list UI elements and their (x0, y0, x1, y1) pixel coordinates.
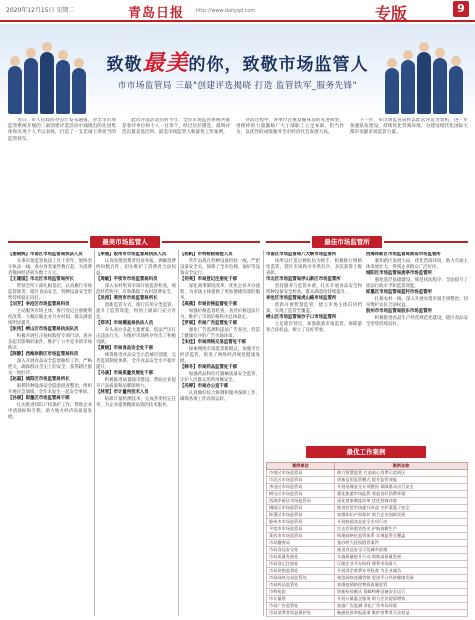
column-divider (178, 250, 179, 616)
entry-paragraph: 加强价格监督检查，查处价格违法行为，维护了市场价格秩序总体稳定。 (180, 308, 260, 320)
intro-column-2 (122, 118, 230, 232)
case-title-cell: 深化商事制度改革 优化营商环境 (335, 498, 468, 505)
entry-heading: 【姜晓辉】市南区市场监管局执法人员 (8, 252, 83, 257)
table-row (267, 484, 468, 491)
entry-heading: 崂山区市场监管局沙子口市场监管所 (266, 315, 337, 320)
people-column-3 (180, 252, 260, 614)
entry-heading: 市北区市场监管局浮山新区市场监管所 (266, 277, 341, 282)
table-row (267, 561, 468, 568)
entry-heading: 【周敏】平度市市场监管局科员 (96, 277, 158, 282)
case-title-cell: 推进农贸市场提升改造 守护菜篮子安全 (335, 505, 468, 512)
entry-paragraph: 统筹推进食品安全示范城市创建，完善监管制度体系，全市食品安全水平稳步提升。 (96, 352, 176, 370)
case-title-cell: 压缩企业开办时间 便利市场准入 (335, 561, 468, 568)
entry-heading: 【何亮】市局登记注册处干部 (180, 277, 238, 282)
case-title-cell: 强化旅游市场监管 营造良好消费环境 (335, 491, 468, 498)
table-row (267, 547, 468, 554)
masthead (0, 0, 475, 22)
entry-paragraph: 认真做好综合协调和服务保障工作，确保各项工作高效运转。 (180, 390, 260, 402)
entry-paragraph: 立足辖区特点，加强旅游市场监管，保障游客合法权益，树立了良好形象。 (266, 321, 362, 333)
section-rule (384, 241, 468, 243)
case-title-cell: 推进食品安全示范城市创建 (335, 547, 468, 554)
entry-paragraph: 该所以打造过硬队伍为抓手，积极推行网格化监管，辖区市场秩序井然有序，多次获得上级表彰。 (266, 258, 362, 276)
entry-paragraph: 积极推进食品生产经营规范化建设，辖区食品安全形势持续向好。 (366, 315, 468, 327)
table-row (267, 512, 468, 519)
intro-column-3 (236, 118, 344, 232)
section-header-people: 最美市场监管人 (90, 236, 160, 248)
cases-table-body (267, 470, 468, 617)
cases-header-row (267, 463, 468, 470)
case-unit-cell: 市计量所 (267, 596, 335, 603)
entry-heading: 【陈静】西海岸新区市场监管局科员 (8, 352, 79, 357)
entry-heading: 【王建国】市北区市场监管局所长 (8, 277, 74, 282)
entry-heading: 【林雪】市计量所技术人员 (96, 390, 149, 395)
entry-paragraph: 狠抓特种设备安全隐患排查整治，组织开展应急演练，全年未发生一起安全事故。 (8, 383, 92, 395)
entry-paragraph: 深入开展食品安全监督抽检工作，严格把关，确保群众舌尖上的安全，获得辖区群众一致好评。 (8, 358, 92, 376)
entry-paragraph: 坚持服务与监管并重，扎实开展食品安全和特种设备安全检查，群众满意度持续提升。 (266, 283, 362, 295)
case-title-cell: 推行智慧监管 打造放心消费示范街区 (335, 470, 468, 477)
case-title-cell: 加强疫情防控物资质量监管 (335, 582, 468, 589)
case-title-cell: 构建网格化监管体系 实现监管全覆盖 (335, 533, 468, 540)
entry-heading: 【黄晓】市局食品安全处干部 (96, 346, 154, 351)
entry-paragraph: 常年奋战在特种设备检验一线，严把设备安全关，保障了全市电梯、锅炉等设备安全运行。 (180, 258, 260, 276)
intro-paragraph: 此次评选活动历时半年，全市市场监管系统共推荐参评单位和个人一百余个，经过层层遴选，最终评选出最美基层所、最美市场监管人和最优工作案例。 (122, 118, 230, 136)
people-column-1 (8, 252, 92, 614)
cases-column-header: 案例名称 (335, 463, 468, 470)
entry-paragraph: 从事市场监管执法工作十余年，始终坚守执法一线，查办各类案件数百起，为消费者挽回经济损失数十万元。 (8, 258, 92, 276)
entry-paragraph: 扎实推进知识产权保护工作，帮助企业申请商标和专利，助力地方经济高质量发展。 (8, 402, 92, 420)
entry-heading: 【冯婷】市局办公室干部 (180, 384, 229, 389)
subheadline: 市市场监管局 三最"创建评选揭晓 打造 监管铁军_服务先锋" (117, 81, 358, 91)
case-unit-cell: 平度市市场监管局 (267, 526, 335, 533)
entry-heading: 【刘芳】李沧区市场监管局科员 (8, 302, 70, 307)
case-unit-cell: 市局登记注册处 (267, 561, 335, 568)
cases-table (266, 462, 468, 617)
case-unit-cell: 城阳区市场监管局 (267, 505, 335, 512)
entry-paragraph: 强化广告监测和违法广告查处，营造了健康有序的广告市场环境。 (180, 327, 260, 339)
stations-column-2 (366, 252, 468, 444)
entry-paragraph: 积极推进质量强市建设，帮助企业提升产品质量和品牌影响力。 (96, 377, 176, 389)
case-unit-cell: 市北区市场监管局 (267, 477, 335, 484)
case-unit-cell: 李沧区市场监管局 (267, 484, 335, 491)
entry-paragraph: 深入农村集贸市场开展监督检查，规范经营秩序，有效保障了农村消费安全。 (96, 283, 176, 295)
table-row (267, 589, 468, 596)
intro-paragraph: 评选过程中，各单位注重发掘身边的先进典型，用榜样的力量激励广大干部职工立足本职、担当作为，以优异的成绩服务全市经济社会发展大局。 (236, 118, 344, 136)
case-unit-cell: 市局价格监督处 (267, 568, 335, 575)
case-unit-cell: 市局稽查局 (267, 540, 335, 547)
intro-paragraph: 近日，市人民政府办公厅发布通报，对全市市场监管系统开展的三最创建评选活动中涌现出的先进集体和先进个人予以表扬，打造了一支忠诚干净担当的监管铁军。 (8, 118, 116, 142)
table-row (267, 491, 468, 498)
section-rule (162, 241, 260, 243)
table-row (267, 533, 468, 540)
entry-heading: 【杨帆】市特检院检验人员 (180, 252, 233, 257)
stations-column-1 (266, 252, 362, 444)
entry-heading: 【张伟】崂山区市场监管局执法队员 (8, 327, 79, 332)
best-cases-box (266, 446, 468, 614)
entry-heading: 城阳区市场监管局流亭市场监管所 (366, 271, 432, 276)
entry-heading: 【吴涛】莱西市市场监管局所长 (96, 296, 158, 301)
entry-paragraph: 扎根农村一线，深入开展农资市场专项整治，切实维护农民合法权益。 (366, 296, 468, 308)
case-title-cell: 加强知识产权保护 助力企业创新发展 (335, 512, 468, 519)
case-title-cell: 开展涉企收费专项检查 为企业减负 (335, 568, 468, 575)
case-unit-cell: 市南区市场监管局 (267, 470, 335, 477)
entry-paragraph: 深化商事制度改革，优化企业开办流程，为市场主体提供了更加便捷高效的服务。 (180, 283, 260, 301)
entry-paragraph: 主动服务市场主体，推行登记注册便利化改革，大幅压缩企业开办时间，群众满意度明显提升。 (8, 308, 92, 326)
table-row (267, 540, 468, 547)
case-title-cell: 创新检验模式 保障特种设备安全运行 (335, 589, 468, 596)
headline-highlight: 最美 (142, 50, 189, 76)
entry-heading: 市南区市场监管局八大峡市场监管所 (266, 252, 337, 257)
column-divider (94, 250, 95, 616)
entry-heading: 西海岸新区市场监管局黄岛市场监管所 (366, 252, 441, 257)
people-column-2 (96, 252, 176, 614)
issue-date: 2020年12月15日 星期二 (6, 7, 75, 14)
entry-paragraph: 积极开展打击侵权假冒专项行动，查办多起有影响的案件，维护了公平竞争的市场秩序。 (8, 333, 92, 351)
case-unit-cell: 市局消费者权益保护处 (267, 610, 335, 617)
section-rule (8, 241, 88, 243)
case-unit-cell: 市局广告监管处 (267, 603, 335, 610)
entry-paragraph: 强化基层基础建设，规范执法程序，全面提升了依法行政水平和监管效能。 (366, 277, 468, 289)
entry-paragraph: 创新开展智慧监管，建立市场主体信用档案，实现了监管全覆盖。 (266, 302, 362, 314)
case-unit-cell: 即墨区市场监管局 (267, 512, 335, 519)
headline (0, 46, 475, 77)
case-unit-cell: 西海岸新区市场监管局 (267, 498, 335, 505)
case-title-cell: 创新信用监管模式 提升监管效能 (335, 477, 468, 484)
section-header-cases: 最优工作案例 (306, 446, 426, 458)
entry-paragraph: 钻研计量检测技术，完成各类检定任务，为企业提供精准高效的技术服务。 (96, 396, 176, 408)
table-row (267, 519, 468, 526)
entry-heading: 【孙丽】即墨区市场监管局干部 (8, 396, 70, 401)
newspaper-logo: 青岛日报 (128, 6, 185, 21)
entry-heading: 【罗斌】市局广告监管处干部 (180, 321, 238, 326)
banner (0, 24, 475, 116)
entry-paragraph: 加强药品和医疗器械质量安全监管，守护人民群众用药用械安全。 (180, 371, 260, 383)
headline-part-1: 致敬 (106, 55, 143, 75)
page-number: 9 (453, 1, 469, 17)
case-title-cell: 打击农资假冒伪劣 护航春耕生产 (335, 526, 468, 533)
entry-paragraph: 紧扣新区发展大局，优化营商环境，助力市场主体发展壮大，得到企业群众广泛好评。 (366, 258, 468, 270)
table-row (267, 596, 468, 603)
entry-paragraph: 创新监管方式，推行信用分类监管，提升了监管效能，得到上级部门充分肯定。 (96, 302, 176, 320)
intro-paragraph: 下一步，市市场监管局将以此次评选为契机，进一步加强队伍建设，持续优化营商环境，为建设现代化国际大都市贡献市场监管力量。 (350, 118, 468, 136)
entry-paragraph: 认真处理消费者投诉举报，调解消费纠纷数百件，切实维护了消费者合法权益。 (96, 258, 176, 276)
entry-heading: 李沧区市场监管局虎山路市场监管所 (266, 296, 337, 301)
case-unit-cell: 市局网络交易监管处 (267, 575, 335, 582)
case-unit-cell: 市局食品安全处 (267, 547, 335, 554)
entry-heading: 胶州市市场监管局胶东市场监管所 (366, 309, 432, 314)
entry-heading: 【李强】胶州市市场监管局执法人员 (96, 252, 167, 257)
case-title-cell: 畅通投诉举报渠道 维护消费者合法权益 (335, 610, 468, 617)
case-unit-cell: 崂山区市场监管局 (267, 491, 335, 498)
entry-heading: 【马骏】市局质量发展处干部 (96, 371, 154, 376)
intro-column-4 (350, 118, 468, 232)
table-row (267, 582, 468, 589)
website-url: http://www.dailyqd.com (196, 8, 256, 14)
table-row (267, 470, 468, 477)
case-title-cell: 开展电梯安全专项整治 保障群众出行安全 (335, 484, 468, 491)
table-row (267, 575, 468, 582)
headline-part-2: 的你，致敬市场监管人 (188, 55, 369, 75)
table-row (267, 603, 468, 610)
section-rule (266, 241, 310, 243)
case-title-cell: 查办特大侵权假冒案件 (335, 540, 468, 547)
entry-paragraph: 牵头查办多起大案要案，依法严厉打击违法行为，为维护市场秩序作出了积极贡献。 (96, 327, 176, 345)
table-row (267, 568, 468, 575)
case-title-cell: 开展校园食品安全专项行动 (335, 519, 468, 526)
table-row (267, 477, 468, 484)
entry-heading: 【宋佳】市局网络交易监管处干部 (180, 340, 246, 345)
entry-paragraph: 探索网络市场监管新模式，加强平台经济监管，促进了网络经济规范健康发展。 (180, 346, 260, 364)
entry-heading: 【高燕】市局价格监督处干部 (180, 302, 238, 307)
case-unit-cell: 莱西市市场监管局 (267, 533, 335, 540)
table-row (267, 498, 468, 505)
table-row (267, 505, 468, 512)
entry-heading: 即墨区市场监管局蓝村市场监管所 (366, 290, 432, 295)
table-row (267, 554, 468, 561)
case-unit-cell: 市局药品监管处 (267, 582, 335, 589)
case-title-cell: 规范网络直播营销 促进平台经济健康发展 (335, 575, 468, 582)
case-unit-cell: 市特检院 (267, 589, 335, 596)
case-unit-cell: 市局质量发展处 (267, 554, 335, 561)
section-label: 专版 (375, 4, 408, 23)
case-title-cell: 加强广告监测 净化广告市场环境 (335, 603, 468, 610)
entry-heading: 【赵磊】城阳区市场监管局所长 (8, 377, 70, 382)
cases-column-header: 案例单位 (267, 463, 335, 470)
table-row (267, 610, 468, 617)
table-row (267, 526, 468, 533)
case-title-cell: 开展计量惠企服务 助力企业提质增效 (335, 596, 468, 603)
column-divider (263, 250, 264, 616)
case-unit-cell: 胶州市市场监管局 (267, 519, 335, 526)
entry-heading: 【郑华】市局稽查局执法人员 (96, 321, 154, 326)
intro-column-1 (8, 118, 116, 232)
entry-heading: 【韩冬】市局药品监管处干部 (180, 365, 238, 370)
section-header-stations: 最佳市场监管所 (312, 236, 382, 248)
entry-paragraph: 带领全所干部扎根基层，认真履行市场监管职责，辖区食品安全、特种设备安全形势持续稳定向好。 (8, 283, 92, 301)
case-title-cell: 实施质量提升行动 助推高质量发展 (335, 554, 468, 561)
